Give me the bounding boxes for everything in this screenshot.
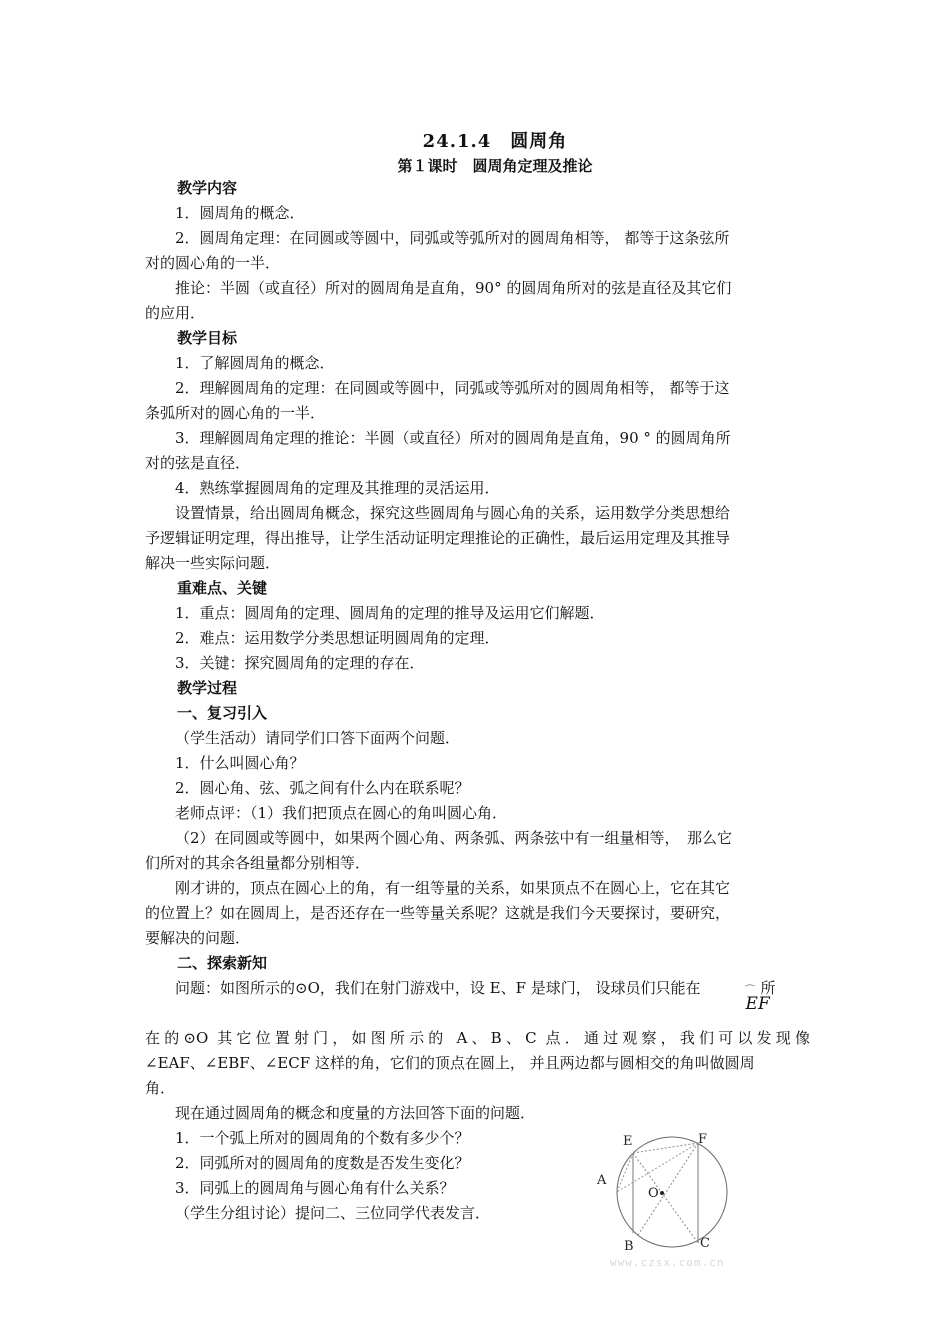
paragraph: 对的圆心角的一半．: [145, 254, 281, 272]
arc-symbol: ⌒: [744, 984, 756, 997]
arc-ef: [701, 976, 770, 1014]
paragraph: 2．圆心角、弦、弧之间有什么内在联系呢？: [175, 779, 470, 797]
paragraph-text: 问题：如图所示的⊙O，我们在射门游戏中，设 E、F 是球门， 设球员们只能在: [175, 979, 701, 997]
label-e: E: [623, 1134, 633, 1149]
chord-ef: [633, 1143, 698, 1153]
section-heading-process: 教学过程: [177, 679, 238, 697]
segment-fa: [617, 1143, 698, 1192]
paragraph: 的应用．: [145, 304, 206, 322]
question: 2．同弧所对的圆周角的度数是否发生变化？: [175, 1154, 470, 1172]
paragraph: 对的弦是直径．: [145, 454, 251, 472]
center-point: [660, 1191, 664, 1195]
paragraph: （2）在同圆或等圆中，如果两个圆心角、两条弧、两条弦中有一组量相等， 那么它: [175, 829, 733, 847]
paragraph: 予逻辑证明定理，得出推导，让学生活动证明定理推论的正确性，最后运用定理及其推导: [145, 529, 731, 547]
paragraph: 3．关键：探究圆周角的定理的存在．: [175, 654, 425, 672]
paragraph: 解决一些实际问题．: [145, 554, 281, 572]
paragraph: 角．: [145, 1079, 176, 1097]
section-heading-review: 一、复习引入: [177, 704, 268, 722]
document-subtitle: 第１课时 圆周角定理及推论: [397, 157, 593, 175]
segment-ec: [633, 1153, 698, 1243]
paragraph: 要解决的问题．: [145, 929, 251, 947]
section-heading-explore: 二、探索新知: [177, 954, 268, 972]
paragraph: 设置情景，给出圆周角概念，探究这些圆周角与圆心角的关系，运用数学分类思想给: [175, 504, 731, 522]
paragraph: 刚才讲的，顶点在圆心上的角，有一组等量的关系，如果顶点不在圆心上，它在其它: [175, 879, 731, 897]
segment-ea: [617, 1153, 633, 1192]
paragraph-with-arc: [145, 976, 810, 1026]
label-b: B: [624, 1239, 634, 1254]
paragraph: 4．熟练掌握圆周角的定理及其推理的灵活运用．: [175, 479, 500, 497]
segment-fb: [638, 1143, 698, 1235]
paragraph: 1．什么叫圆心角？: [175, 754, 305, 772]
paragraph-text: 所: [760, 979, 776, 997]
question: 3．同弧上的圆周角与圆心角有什么关系？: [175, 1179, 455, 1197]
label-c: C: [700, 1236, 710, 1251]
label-f: F: [698, 1132, 708, 1147]
paragraph: 2．难点：运用数学分类思想证明圆周角的定理．: [175, 629, 500, 647]
paragraph: 条弧所对的圆心角的一半．: [145, 404, 326, 422]
paragraph: 1．了解圆周角的概念．: [175, 354, 335, 372]
document-body: [145, 176, 810, 1226]
paragraph: （学生分组讨论）提问二、三位同学代表发言．: [175, 1204, 491, 1222]
paragraph: （学生活动）请同学们口答下面两个问题．: [175, 729, 461, 747]
paragraph: 老师点评：（1）我们把顶点在圆心的角叫圆心角．: [175, 804, 508, 822]
section-heading-content: 教学内容: [177, 179, 238, 197]
paragraph: 的位置上？如在圆周上，是否还存在一些等量关系呢？这就是我们今天要探讨，要研究，: [145, 904, 731, 922]
paragraph: 1．圆周角的概念．: [175, 204, 305, 222]
paragraph: 现在通过圆周角的概念和度量的方法回答下面的问题．: [175, 1104, 536, 1122]
paragraph: 推论：半圆（或直径）所对的圆周角是直角，90° 的圆周角所对的弦是直径及其它们: [175, 279, 732, 297]
arc-label: EF: [745, 994, 770, 1014]
paragraph: 们所对的其余各组量都分别相等．: [145, 854, 371, 872]
watermark: www.czsx.com.cn: [610, 1256, 725, 1269]
paragraph: 2．圆周角定理：在同圆或等圆中，同弧或等弧所对的圆周角相等， 都等于这条弦所: [175, 229, 730, 247]
label-o: O: [648, 1186, 659, 1201]
label-a: A: [597, 1173, 607, 1188]
circle-figure: [590, 1125, 750, 1270]
paragraph: 3．理解圆周角定理的推论：半圆（或直径）所对的圆周角是直角，90 ° 的圆周角所: [175, 429, 731, 447]
section-heading-key: 重难点、关键: [177, 579, 268, 597]
paragraph: ∠EAF、∠EBF、∠ECF 这样的角，它们的顶点在圆上， 并且两边都与圆相交的角叫做圆周: [145, 1054, 755, 1072]
section-heading-goals: 教学目标: [177, 329, 238, 347]
question: 1．一个弧上所对的圆周角的个数有多少个？: [175, 1129, 470, 1147]
document-title: 24.1.4 圆周角: [422, 131, 568, 152]
paragraph: 1．重点：圆周角的定理、圆周角的定理的推导及运用它们解题．: [175, 604, 605, 622]
paragraph: 2．理解圆周角的定理：在同圆或等圆中，同弧或等弧所对的圆周角相等， 都等于这: [175, 379, 730, 397]
paragraph: 在的⊙O 其它位置射门，如图所示的 A、B、C 点．通过观察，我们可以发现像: [145, 1029, 810, 1047]
